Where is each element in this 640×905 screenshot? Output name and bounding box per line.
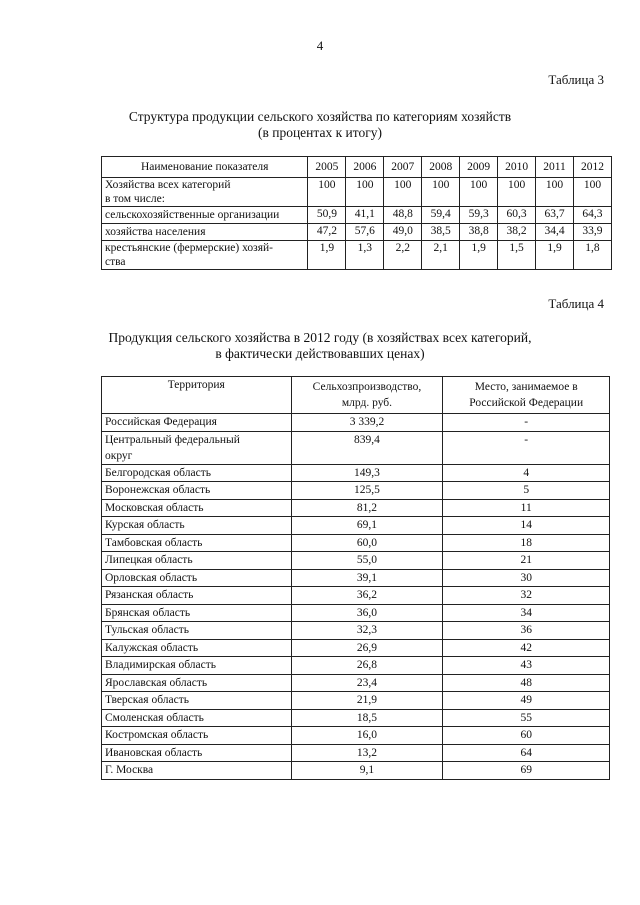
table-row [102,639,610,657]
table4-territory-line: Ярославская область [105,676,208,689]
table4-territory-cell [102,414,292,432]
table3-value-cell: 1,5 [498,241,536,270]
table3-value-cell: 100 [573,178,611,207]
table4-territory-line: Калужская область [105,641,199,654]
table3-value-cell: 1,9 [460,241,498,270]
table4-territory-cell [102,622,292,640]
table3-value-cell: 38,8 [460,224,498,241]
table4-territory-cell [102,499,292,517]
table-row [102,464,610,482]
table-row [102,534,610,552]
table4-territory-cell [102,552,292,570]
table3-row-name-line: в том числе: [105,193,165,205]
table-row [102,499,610,517]
table3-value-cell: 100 [346,178,384,207]
table4-header-production [291,377,443,414]
table4-production-2012 [101,376,610,780]
table4-territory-line: Курская область [105,519,185,531]
table4-territory-line: Рязанская область [105,589,194,601]
table3-header-year: 2011 [536,157,574,178]
table4-production-cell: 16,0 [291,727,443,745]
table3-value-cell: 41,1 [346,207,384,224]
table3-caption: Таблица 3 [548,72,604,87]
table4-territory-line: Тульская область [105,624,189,636]
table3-row-name [102,224,308,241]
table3-value-cell: 2,2 [384,241,422,270]
table3-header-row [102,157,612,178]
table4-territory-cell [102,482,292,500]
table3-value-cell: 48,8 [384,207,422,224]
table3-title [0,109,640,141]
table4-production-cell: 18,5 [291,709,443,727]
table-row [102,587,610,605]
table4-rank-cell: 69 [443,762,610,780]
table3-row-name-line: сельскохозяйственные организации [105,209,280,221]
table4-header-production-line1: Сельхозпроизводство, [312,381,422,393]
table4-territory-line: Тверская область [105,694,189,706]
table-row [102,674,610,692]
table-row [102,224,612,241]
table3-value-cell: 57,6 [346,224,384,241]
table4-territory-line: Центральный федеральный [105,433,240,446]
table4-header-rank-line1: Место, занимаемое в [474,381,578,393]
table3-value-cell: 64,3 [573,207,611,224]
table-row [102,517,610,535]
table4-territory-cell [102,517,292,535]
table4-territory-line: округ [105,449,133,462]
table4-rank-cell: 42 [443,639,610,657]
table4-territory-cell [102,709,292,727]
table3-row-name-line: ства [105,256,126,268]
table4-production-cell: 149,3 [291,464,443,482]
table4-rank-cell: 18 [443,534,610,552]
table-row [102,431,610,464]
table4-production-cell: 55,0 [291,552,443,570]
table4-rank-cell: - [443,414,610,432]
table3-value-cell: 1,3 [346,241,384,270]
table4-territory-line: Воронежская область [105,484,211,496]
table3-header-year: 2009 [460,157,498,178]
table4-territory-line: Брянская область [105,606,191,619]
table4-caption: Таблица 4 [548,296,604,311]
table4-territory-cell [102,604,292,622]
table3-value-cell: 38,2 [498,224,536,241]
table3-value-cell: 60,3 [498,207,536,224]
table-row [102,569,610,587]
table-row [102,414,610,432]
table3-value-cell: 59,3 [460,207,498,224]
table-row [102,657,610,675]
table4-territory-line: Г. Москва [105,764,154,776]
table4-production-cell: 125,5 [291,482,443,500]
table4-territory-cell [102,431,292,464]
table4-rank-cell: 60 [443,727,610,745]
table4-rank-cell: 32 [443,587,610,605]
table4-territory-cell [102,744,292,762]
table4-territory-cell [102,569,292,587]
table4-rank-cell: 36 [443,622,610,640]
table4-header-rank [443,377,610,414]
table3-value-cell: 49,0 [384,224,422,241]
table3-header-year: 2005 [308,157,346,178]
table4-production-cell: 9,1 [291,762,443,780]
table4-territory-cell [102,464,292,482]
table4-rank-cell: 49 [443,692,610,710]
table4-territory-cell [102,657,292,675]
table4-rank-cell: 5 [443,482,610,500]
table3-value-cell: 38,5 [422,224,460,241]
table4-territory-line: Российская Федерация [105,416,217,428]
table3-value-cell: 100 [536,178,574,207]
table4-rank-cell: 55 [443,709,610,727]
table4-territory-cell [102,762,292,780]
table4-territory-line: Московская область [105,501,204,514]
table4-territory-cell [102,727,292,745]
table-row [102,744,610,762]
table4-rank-cell: 30 [443,569,610,587]
table4-production-cell: 36,2 [291,587,443,605]
table4-rank-cell: 34 [443,604,610,622]
table4-territory-cell [102,692,292,710]
table4-production-cell: 36,0 [291,604,443,622]
table3-value-cell: 33,9 [573,224,611,241]
table3-row-name-line: крестьянские (фермерские) хозяй- [105,242,273,254]
table3-header-year: 2010 [498,157,536,178]
table3-value-cell: 2,1 [422,241,460,270]
table3-row-name [102,178,308,207]
table4-production-cell: 3 339,2 [291,414,443,432]
table4-title [0,330,640,362]
table4-territory-line: Орловская область [105,571,198,584]
table4-rank-cell: 21 [443,552,610,570]
table3-value-cell: 1,9 [308,241,346,270]
table4-territory-line: Ивановская область [105,746,203,759]
table3-row-name-line: хозяйства населения [105,226,206,238]
table3-value-cell: 1,9 [536,241,574,270]
table4-territory-line: Липецкая область [105,554,193,566]
table4-production-cell: 839,4 [291,431,443,464]
table3-title-line1: Структура продукции сельского хозяйства по категориям хозяйств [128,109,512,124]
table3-row-name-line: Хозяйства всех категорий [105,179,231,191]
table-row [102,552,610,570]
table4-rank-cell: 11 [443,499,610,517]
table4-territory-cell [102,534,292,552]
table4-production-cell: 13,2 [291,744,443,762]
table4-header-rank-line2: Российской Федерации [469,397,584,409]
table3-value-cell: 100 [384,178,422,207]
page-number: 4 [316,38,324,53]
table4-rank-cell: 64 [443,744,610,762]
table4-territory-cell [102,674,292,692]
table3-value-cell: 59,4 [422,207,460,224]
table3-value-cell: 47,2 [308,224,346,241]
table4-header-row [102,377,610,414]
table3-value-cell: 63,7 [536,207,574,224]
table4-title-line2: в фактически действовавших ценах) [215,346,425,361]
table4-territory-line: Белгородская область [105,466,211,479]
table-row [102,622,610,640]
table3-value-cell: 100 [422,178,460,207]
table-row [102,207,612,224]
table3-value-cell: 100 [308,178,346,207]
table4-production-cell: 69,1 [291,517,443,535]
table3-header-year: 2006 [346,157,384,178]
table3-category-structure [101,156,612,270]
table4-production-cell: 60,0 [291,534,443,552]
table-row [102,727,610,745]
table4-production-cell: 21,9 [291,692,443,710]
table4-production-cell: 23,4 [291,674,443,692]
table-row [102,709,610,727]
table4-territory-line: Смоленская область [105,711,204,724]
table3-header-year: 2007 [384,157,422,178]
table-row [102,762,610,780]
table4-rank-cell: 4 [443,464,610,482]
table4-territory-line: Тамбовская область [105,536,203,549]
table-row [102,692,610,710]
table3-value-cell: 34,4 [536,224,574,241]
table4-rank-cell: 43 [443,657,610,675]
table3-row-name [102,241,308,270]
table4-territory-line: Костромская область [105,729,209,741]
table-row [102,604,610,622]
table4-production-cell: 26,8 [291,657,443,675]
table3-value-cell: 100 [460,178,498,207]
table3-value-cell: 50,9 [308,207,346,224]
table4-territory-cell [102,587,292,605]
table3-value-cell: 100 [498,178,536,207]
table3-value-cell: 1,8 [573,241,611,270]
table-row [102,178,612,207]
table3-header-year: 2012 [573,157,611,178]
table4-production-cell: 39,1 [291,569,443,587]
table4-header-territory: Территория [102,377,292,414]
table-row [102,241,612,270]
table4-production-cell: 26,9 [291,639,443,657]
table4-rank-cell: - [443,431,610,464]
table3-title-line2: (в процентах к итогу) [257,125,382,140]
table4-territory-line: Владимирская область [105,659,217,671]
table4-header-production-line2: млрд. руб. [341,397,393,409]
table-row [102,482,610,500]
table4-rank-cell: 48 [443,674,610,692]
table4-production-cell: 32,3 [291,622,443,640]
table3-header-name: Наименование показателя [102,157,308,178]
table3-row-name [102,207,308,224]
table4-title-line1: Продукция сельского хозяйства в 2012 году (в хозяйствах всех категорий, [108,330,532,345]
table4-production-cell: 81,2 [291,499,443,517]
table3-header-year: 2008 [422,157,460,178]
table4-rank-cell: 14 [443,517,610,535]
table4-territory-cell [102,639,292,657]
